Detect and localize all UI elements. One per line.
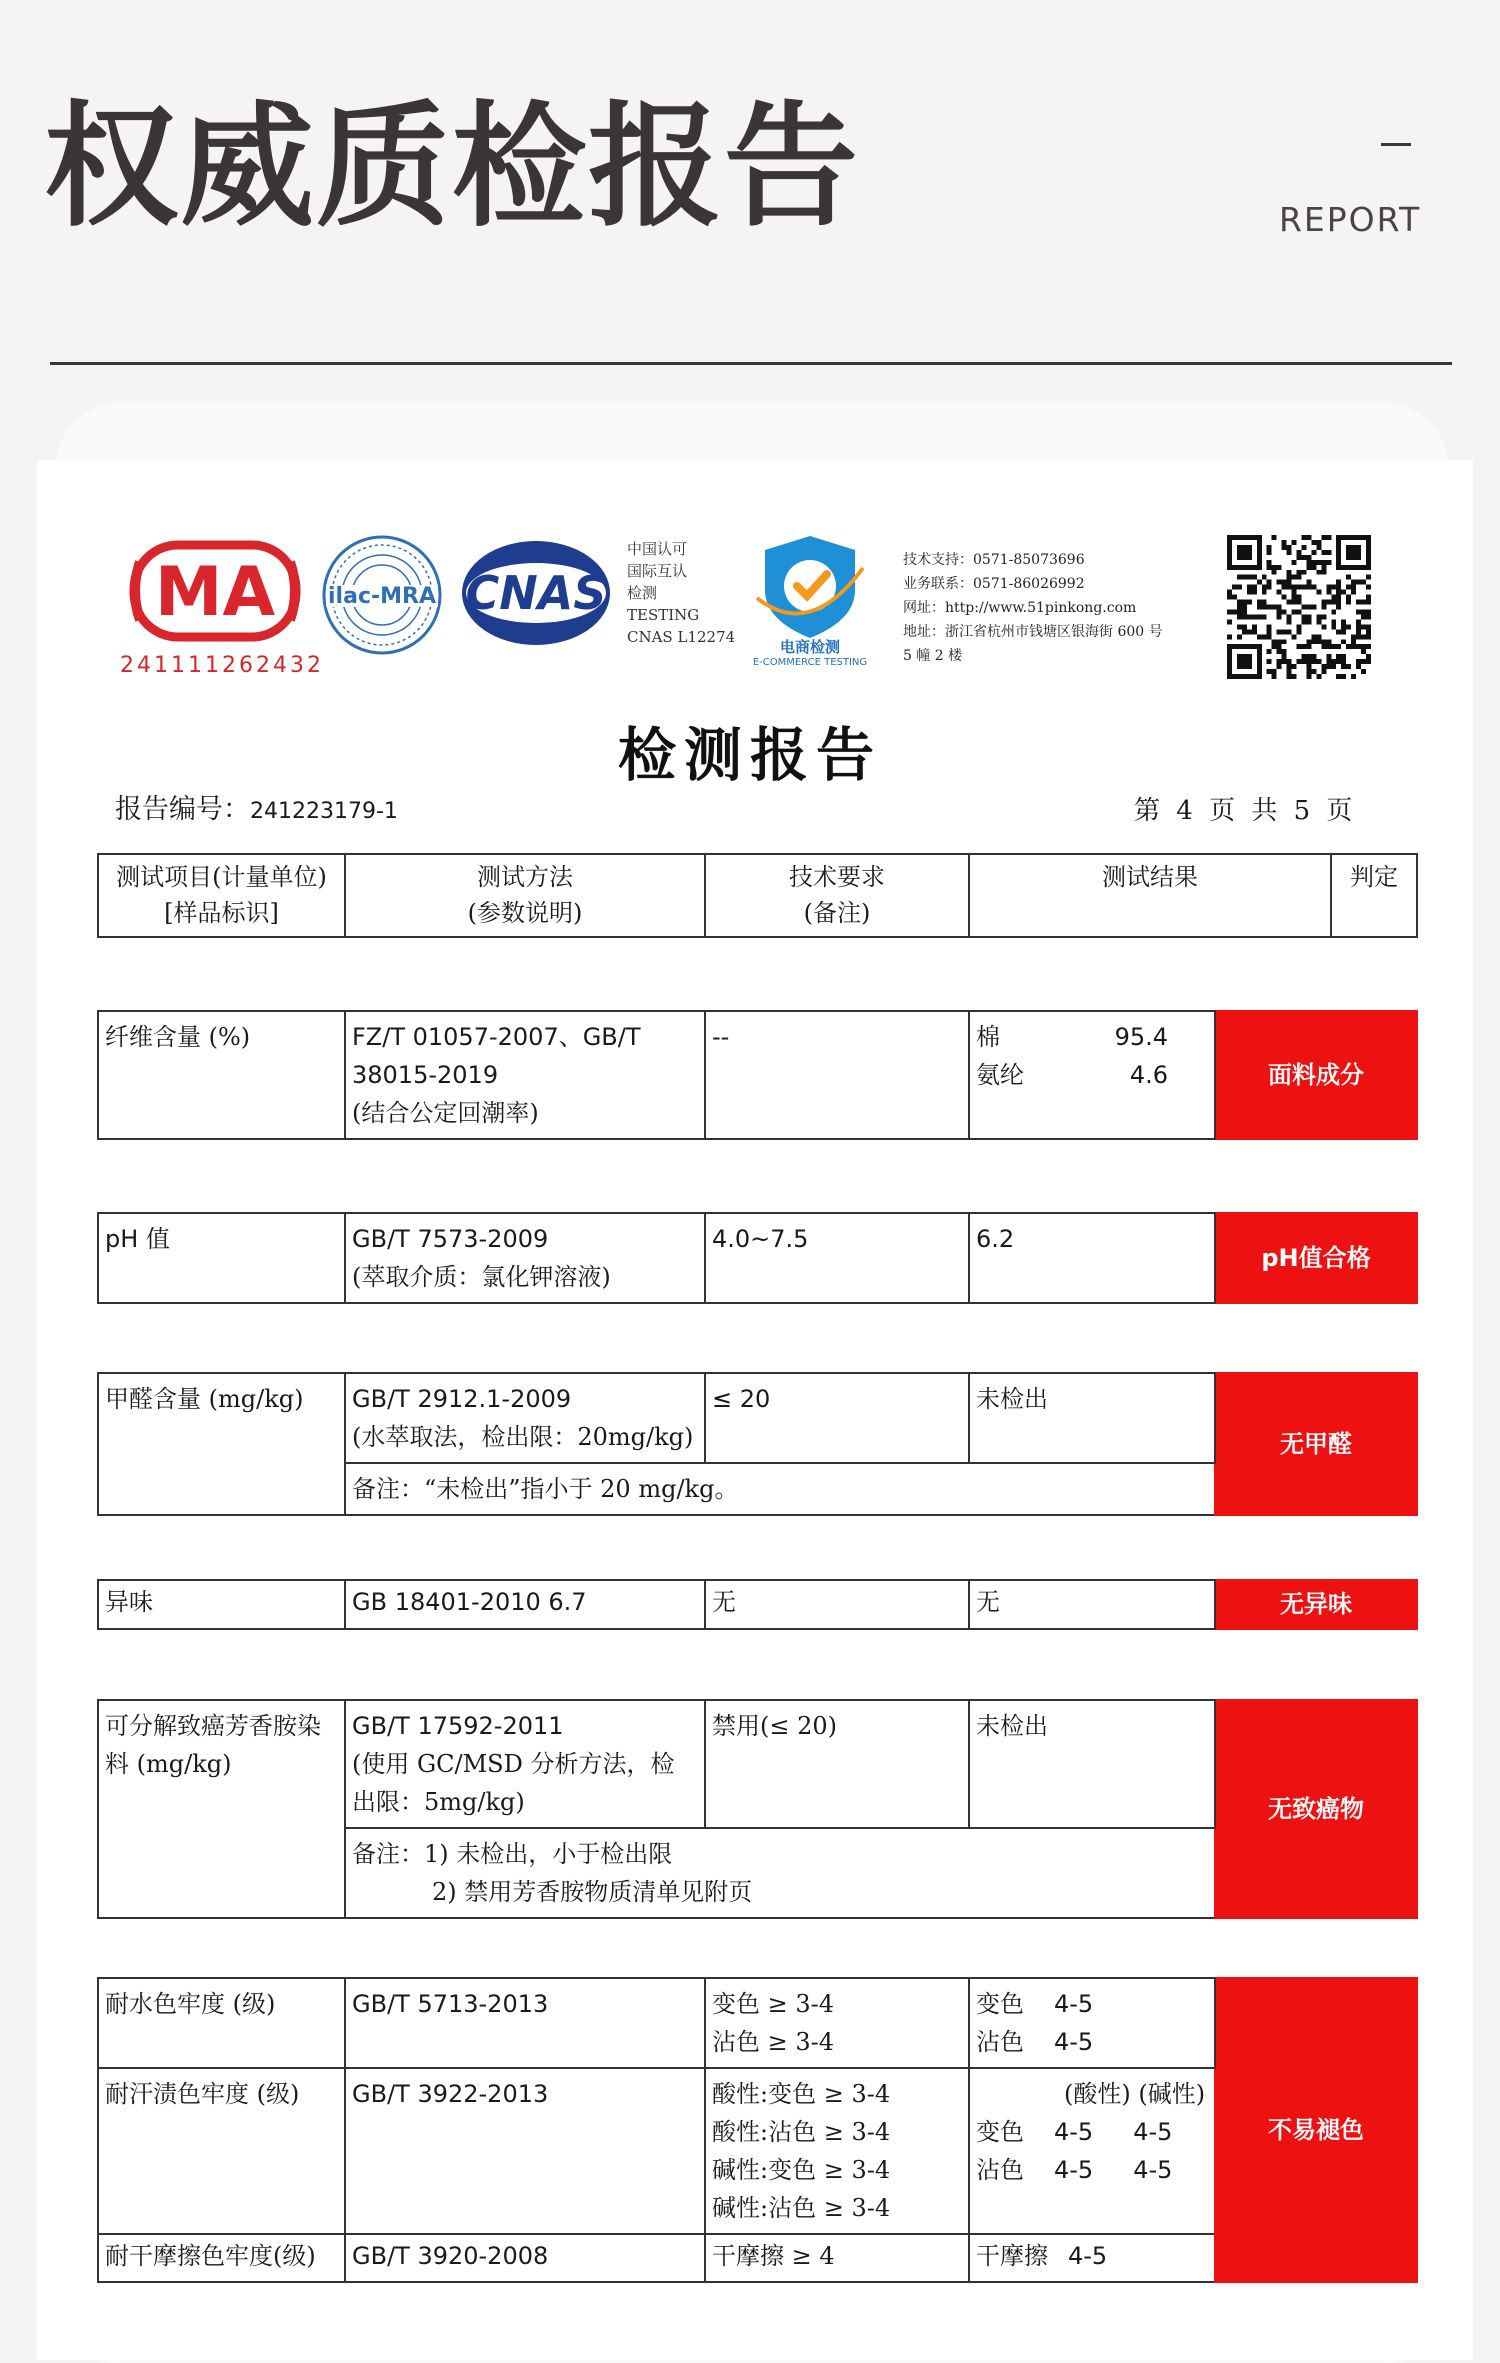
result-name: 变色 <box>976 2118 1024 2146</box>
contact-line: 网址：http://www.51pinkong.com <box>903 600 1137 616</box>
note-cell: 备注：“未检出”指小于 20 mg/kg。 <box>345 1463 1215 1515</box>
header-item-cell <box>98 854 345 937</box>
report-number-value: 241223179-1 <box>250 799 398 824</box>
header-text: (参数说明) <box>467 899 583 927</box>
method-cell: GB/T 3922-2013 <box>345 2068 705 2234</box>
header-text: [样品标识] <box>164 899 279 927</box>
item-line: 料 (mg/kg) <box>105 1750 232 1778</box>
req-line: 碱性:变色 ≥ 3-4 <box>712 2156 891 2184</box>
result-head: (酸性) (碱性) <box>1064 2080 1206 2108</box>
cnas-info-line: TESTING <box>627 606 700 624</box>
result-cell: 无 <box>969 1580 1215 1629</box>
method-line: 出限：5mg/kg) <box>352 1788 525 1816</box>
header-text: 技术要求 <box>789 863 885 891</box>
contact-line: 地址：浙江省杭州市钱塘区银海街 600 号 <box>903 624 1163 640</box>
cma-logo <box>120 537 310 645</box>
ecommerce-testing-logo <box>735 528 885 666</box>
item-cell: 耐水色牢度 (级) <box>98 1978 345 2068</box>
note-line: 2) 禁用芳香胺物质清单见附页 <box>432 1878 753 1906</box>
cnas-logo <box>458 537 614 649</box>
contact-line: 业务联系：0571-86026992 <box>903 576 1085 592</box>
item-cell: 异味 <box>98 1580 345 1629</box>
cnas-info <box>627 538 735 648</box>
req-line: 沾色 ≥ 3-4 <box>712 2028 835 2056</box>
badge-color: 不易褪色 <box>1215 1978 1417 2282</box>
method-line: (水萃取法，检出限：20mg/kg) <box>352 1423 694 1451</box>
badge-ph: pH值合格 <box>1215 1213 1417 1303</box>
badge-fabric: 面料成分 <box>1215 1011 1417 1139</box>
result-cell <box>969 2234 1215 2282</box>
badge-amine: 无致癌物 <box>1215 1700 1417 1918</box>
result-cell: 未检出 <box>969 1373 1215 1463</box>
req-cell: 4.0~7.5 <box>705 1213 969 1303</box>
result-name: 沾色 <box>976 2156 1024 2184</box>
req-cell: 无 <box>705 1580 969 1629</box>
result-value: 95.4 <box>1114 1023 1168 1051</box>
result-value: 4-5 <box>1054 1990 1094 2018</box>
item-cell: 甲醛含量 (mg/kg) <box>98 1373 345 1515</box>
cnas-info-line: 国际互认 <box>627 562 688 580</box>
result-cell: 未检出 <box>969 1700 1215 1828</box>
result-value: 4-5 <box>1068 2242 1108 2270</box>
cnas-text: CNAS <box>465 566 607 620</box>
item-cell <box>98 1700 345 1918</box>
method-line: (使用 GC/MSD 分析方法，检 <box>352 1750 675 1778</box>
report-title: 检测报告 <box>617 721 882 789</box>
header-result-cell <box>969 854 1331 937</box>
item-cell: pH 值 <box>98 1213 345 1303</box>
result-value: 4.6 <box>1129 1061 1168 1089</box>
item-cell: 耐干摩擦色牢度(级) <box>98 2234 345 2282</box>
qr-code <box>1227 534 1371 680</box>
method-cell <box>345 1373 705 1463</box>
req-cell: 禁用(≤ 20) <box>705 1700 969 1828</box>
contact-line: 5 幢 2 楼 <box>903 648 963 664</box>
req-line: 酸性:变色 ≥ 3-4 <box>712 2080 891 2108</box>
table-row-odor <box>97 1579 1418 1630</box>
result-name: 氨纶 <box>976 1061 1024 1089</box>
req-cell: 干摩擦 ≥ 4 <box>705 2234 969 2282</box>
method-cell: GB/T 5713-2013 <box>345 1978 705 2068</box>
header-text: 测试项目(计量单位) <box>116 863 327 891</box>
report-number <box>115 787 398 826</box>
badge-formaldehyde: 无甲醛 <box>1215 1373 1417 1515</box>
note-line: 备注：1) 未检出，小于检出限 <box>352 1840 673 1868</box>
header-text: (备注) <box>803 899 871 927</box>
req-line: 碱性:沾色 ≥ 3-4 <box>712 2194 891 2222</box>
page-title: 权威质检报告 <box>44 89 861 245</box>
method-line: GB/T 7573-2009 <box>352 1225 549 1253</box>
table-row-color-fastness <box>97 1977 1418 2283</box>
method-cell: GB 18401-2010 6.7 <box>345 1580 705 1629</box>
item-line: 可分解致癌芳香胺染 <box>105 1712 321 1740</box>
contact-info <box>903 548 1163 668</box>
result-cell: 6.2 <box>969 1213 1215 1303</box>
header-divider <box>50 362 1452 365</box>
method-cell: GB/T 3920-2008 <box>345 2234 705 2282</box>
req-cell: ≤ 20 <box>705 1373 969 1463</box>
header-text: 测试方法 <box>477 863 573 891</box>
ilac-text: ilac-MRA <box>328 584 436 609</box>
result-value: 4-5 <box>1054 2156 1094 2184</box>
req-cell: -- <box>705 1011 969 1139</box>
cnas-info-line: 中国认可 <box>627 540 688 558</box>
result-value: 4-5 <box>1054 2028 1094 2056</box>
result-name: 变色 <box>976 1990 1024 2018</box>
ec-title: 电商检测 <box>779 638 841 656</box>
result-value: 4-5 <box>1133 2118 1173 2146</box>
method-cell <box>345 1213 705 1303</box>
header-dash <box>1381 143 1411 146</box>
req-cell <box>705 1978 969 2068</box>
table-header <box>97 853 1418 938</box>
result-cell <box>969 1978 1215 2068</box>
header-method-cell <box>345 854 705 937</box>
ec-subtitle: E-COMMERCE TESTING <box>752 657 868 666</box>
cma-text: MA <box>154 553 276 632</box>
page-info: 第 4 页 共 5 页 <box>1134 796 1357 826</box>
note-cell <box>345 1828 1215 1918</box>
method-cell <box>345 1011 705 1139</box>
result-value: 4-5 <box>1133 2156 1173 2184</box>
item-cell: 耐汗渍色牢度 (级) <box>98 2068 345 2234</box>
item-cell: 纤维含量 (%) <box>98 1011 345 1139</box>
req-line: 酸性:沾色 ≥ 3-4 <box>712 2118 891 2146</box>
cnas-info-line: CNAS L12274 <box>627 628 736 646</box>
ilac-mra-logo <box>320 533 444 657</box>
table-row-formaldehyde <box>97 1372 1418 1516</box>
header-text: 判定 <box>1350 863 1398 891</box>
result-name: 棉 <box>976 1023 1000 1051</box>
cnas-info-line: 检测 <box>627 584 658 602</box>
header-judge-cell <box>1331 854 1417 937</box>
method-line: GB/T 17592-2011 <box>352 1712 564 1740</box>
method-line: (结合公定回潮率) <box>352 1099 539 1127</box>
method-cell <box>345 1700 705 1828</box>
header-subtitle: REPORT <box>1279 200 1422 239</box>
cma-number: 241111262432 <box>120 653 324 678</box>
header-text: 测试结果 <box>1102 863 1198 891</box>
result-value: 4-5 <box>1054 2118 1094 2146</box>
method-line: GB/T 2912.1-2009 <box>352 1385 572 1413</box>
result-cell <box>969 1011 1215 1139</box>
report-number-label: 报告编号： <box>115 794 250 825</box>
req-cell <box>705 2068 969 2234</box>
table-row-ph <box>97 1212 1418 1304</box>
method-line: 38015-2019 <box>352 1061 499 1089</box>
method-line: (萃取介质：氯化钾溶液) <box>352 1263 611 1291</box>
badge-odor: 无异味 <box>1215 1580 1417 1629</box>
result-cell <box>969 2068 1215 2234</box>
method-line: FZ/T 01057-2007、GB/T <box>352 1023 641 1051</box>
req-line: 变色 ≥ 3-4 <box>712 1990 835 2018</box>
contact-line: 技术支持：0571-85073696 <box>903 552 1085 568</box>
table-row-fiber <box>97 1010 1418 1140</box>
result-name: 干摩擦 <box>976 2242 1048 2270</box>
header-req-cell <box>705 854 969 937</box>
table-row-amine <box>97 1699 1418 1919</box>
result-name: 沾色 <box>976 2028 1024 2056</box>
